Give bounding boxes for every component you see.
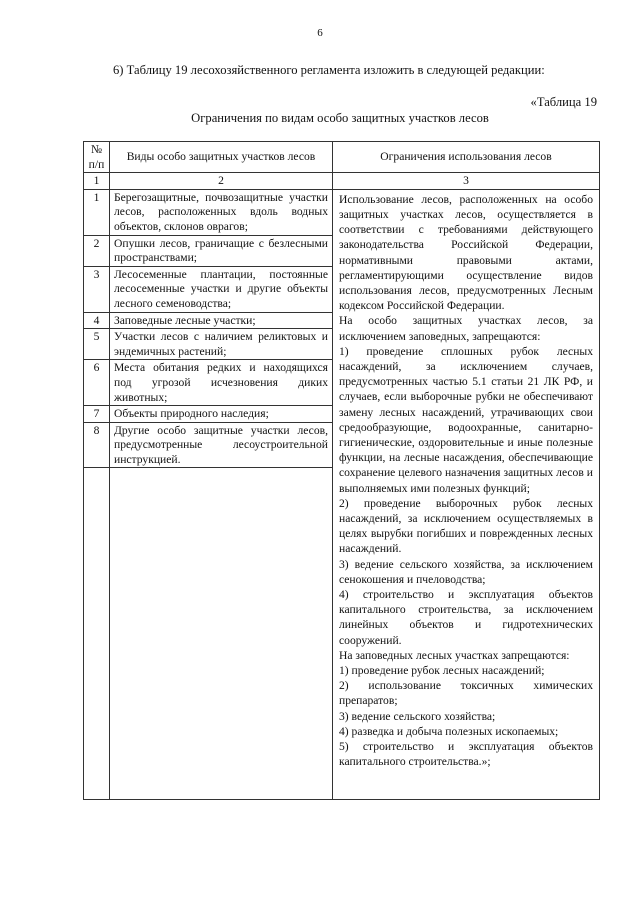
header-row — [84, 142, 600, 173]
row-kind: Опушки лесов, граничащие с безлесными пространствами; — [110, 235, 333, 266]
row-number: 5 — [84, 329, 110, 360]
restriction-paragraph: 4) строительство и эксплуатация объектов капитального строительства, за исключением линейных объектов и гидротехнических сооружений. — [339, 588, 593, 647]
empty-cell — [110, 468, 333, 800]
empty-cell — [84, 468, 110, 800]
restriction-paragraph: 1) проведение сплошных рубок лесных насаждений, за исключением случаев, предусмотренных частью 5.1 статьи 21 ЛК РФ, и случаев, если выборочные рубки не обеспечивают замену лесных насаждений, утрачивающих свои средообразующие, водоохранные, санитарно-гигиенические, оздоровительные и иные полезные функции, на лесные насаждения, обеспечивающие сохранение целевого назначения защитных лесов и выполняемых ими полезных функций; — [339, 344, 593, 495]
restriction-paragraph: 3) ведение сельского хозяйства; — [339, 709, 496, 723]
restriction-paragraph: 2) использование токсичных химических препаратов; — [339, 679, 593, 708]
row-kind: Другие особо защитные участки лесов, предусмотренные лесоустроительной инструкцией. — [110, 422, 333, 468]
restriction-paragraph: Использование лесов, расположенных на особо защитных участках лесов, осуществляется в соответствии с требованиями действующего законодательства Российской Федерации, нормативными правовыми актами, регламентирующими осуществление видов использования лесов, предусмотренных Лесным кодексом Российской Федерации. — [339, 192, 593, 313]
table-label: «Таблица 19 — [530, 95, 597, 109]
restrictions-cell — [333, 189, 600, 800]
row-number: 1 — [84, 189, 110, 235]
page-number: 6 — [317, 27, 323, 39]
table-row — [84, 189, 600, 235]
row-kind: Заповедные лесные участки; — [110, 312, 333, 329]
index-cell: 1 — [84, 173, 110, 190]
restrictions-table — [83, 141, 600, 800]
restriction-paragraph: На особо защитных участках лесов, за исключением заповедных, запрещаются: — [339, 314, 593, 343]
restriction-paragraph: 2) проведение выборочных рубок лесных насаждений, за исключением осуществляемых в целях вырубки погибших и поврежденных лесных насаждений. — [339, 496, 593, 556]
index-row — [84, 173, 600, 190]
header-restriction: Ограничения использования лесов — [333, 142, 600, 173]
header-num: № п/п — [84, 142, 110, 173]
index-cell: 3 — [333, 173, 600, 190]
restriction-paragraph: 5) строительство и эксплуатация объектов капитального строительства.»; — [339, 740, 593, 769]
row-kind: Участки лесов с наличием реликтовых и эндемичных растений; — [110, 329, 333, 360]
row-kind: Объекты природного наследия; — [110, 406, 333, 423]
row-kind: Места обитания редких и находящихся под угрозой исчезновения диких животных; — [110, 360, 333, 406]
header-kind: Виды особо защитных участков лесов — [110, 142, 333, 173]
table-title: Ограничения по видам особо защитных участков лесов — [191, 111, 489, 125]
row-number: 4 — [84, 312, 110, 329]
row-number: 8 — [84, 422, 110, 468]
row-number: 2 — [84, 235, 110, 266]
row-number: 7 — [84, 406, 110, 423]
restriction-paragraph: На заповедных лесных участках запрещаются: — [339, 648, 570, 662]
restriction-paragraph: 3) ведение сельского хозяйства, за исключением сенокошения и пчеловодства; — [339, 557, 593, 586]
intro-paragraph: 6) Таблицу 19 лесохозяйственного регламента изложить в следующей редакции: — [113, 63, 545, 77]
index-cell: 2 — [110, 173, 333, 190]
row-kind: Берегозащитные, почвозащитные участки лесов, расположенных вдоль водных объектов, склонов оврагов; — [110, 189, 333, 235]
row-number: 6 — [84, 360, 110, 406]
restriction-paragraph: 1) проведение рубок лесных насаждений; — [339, 664, 545, 678]
row-kind: Лесосеменные плантации, постоянные лесосеменные участки и другие объекты лесного семеноводства; — [110, 266, 333, 312]
restriction-paragraph: 4) разведка и добыча полезных ископаемых; — [339, 724, 559, 738]
row-number: 3 — [84, 266, 110, 312]
